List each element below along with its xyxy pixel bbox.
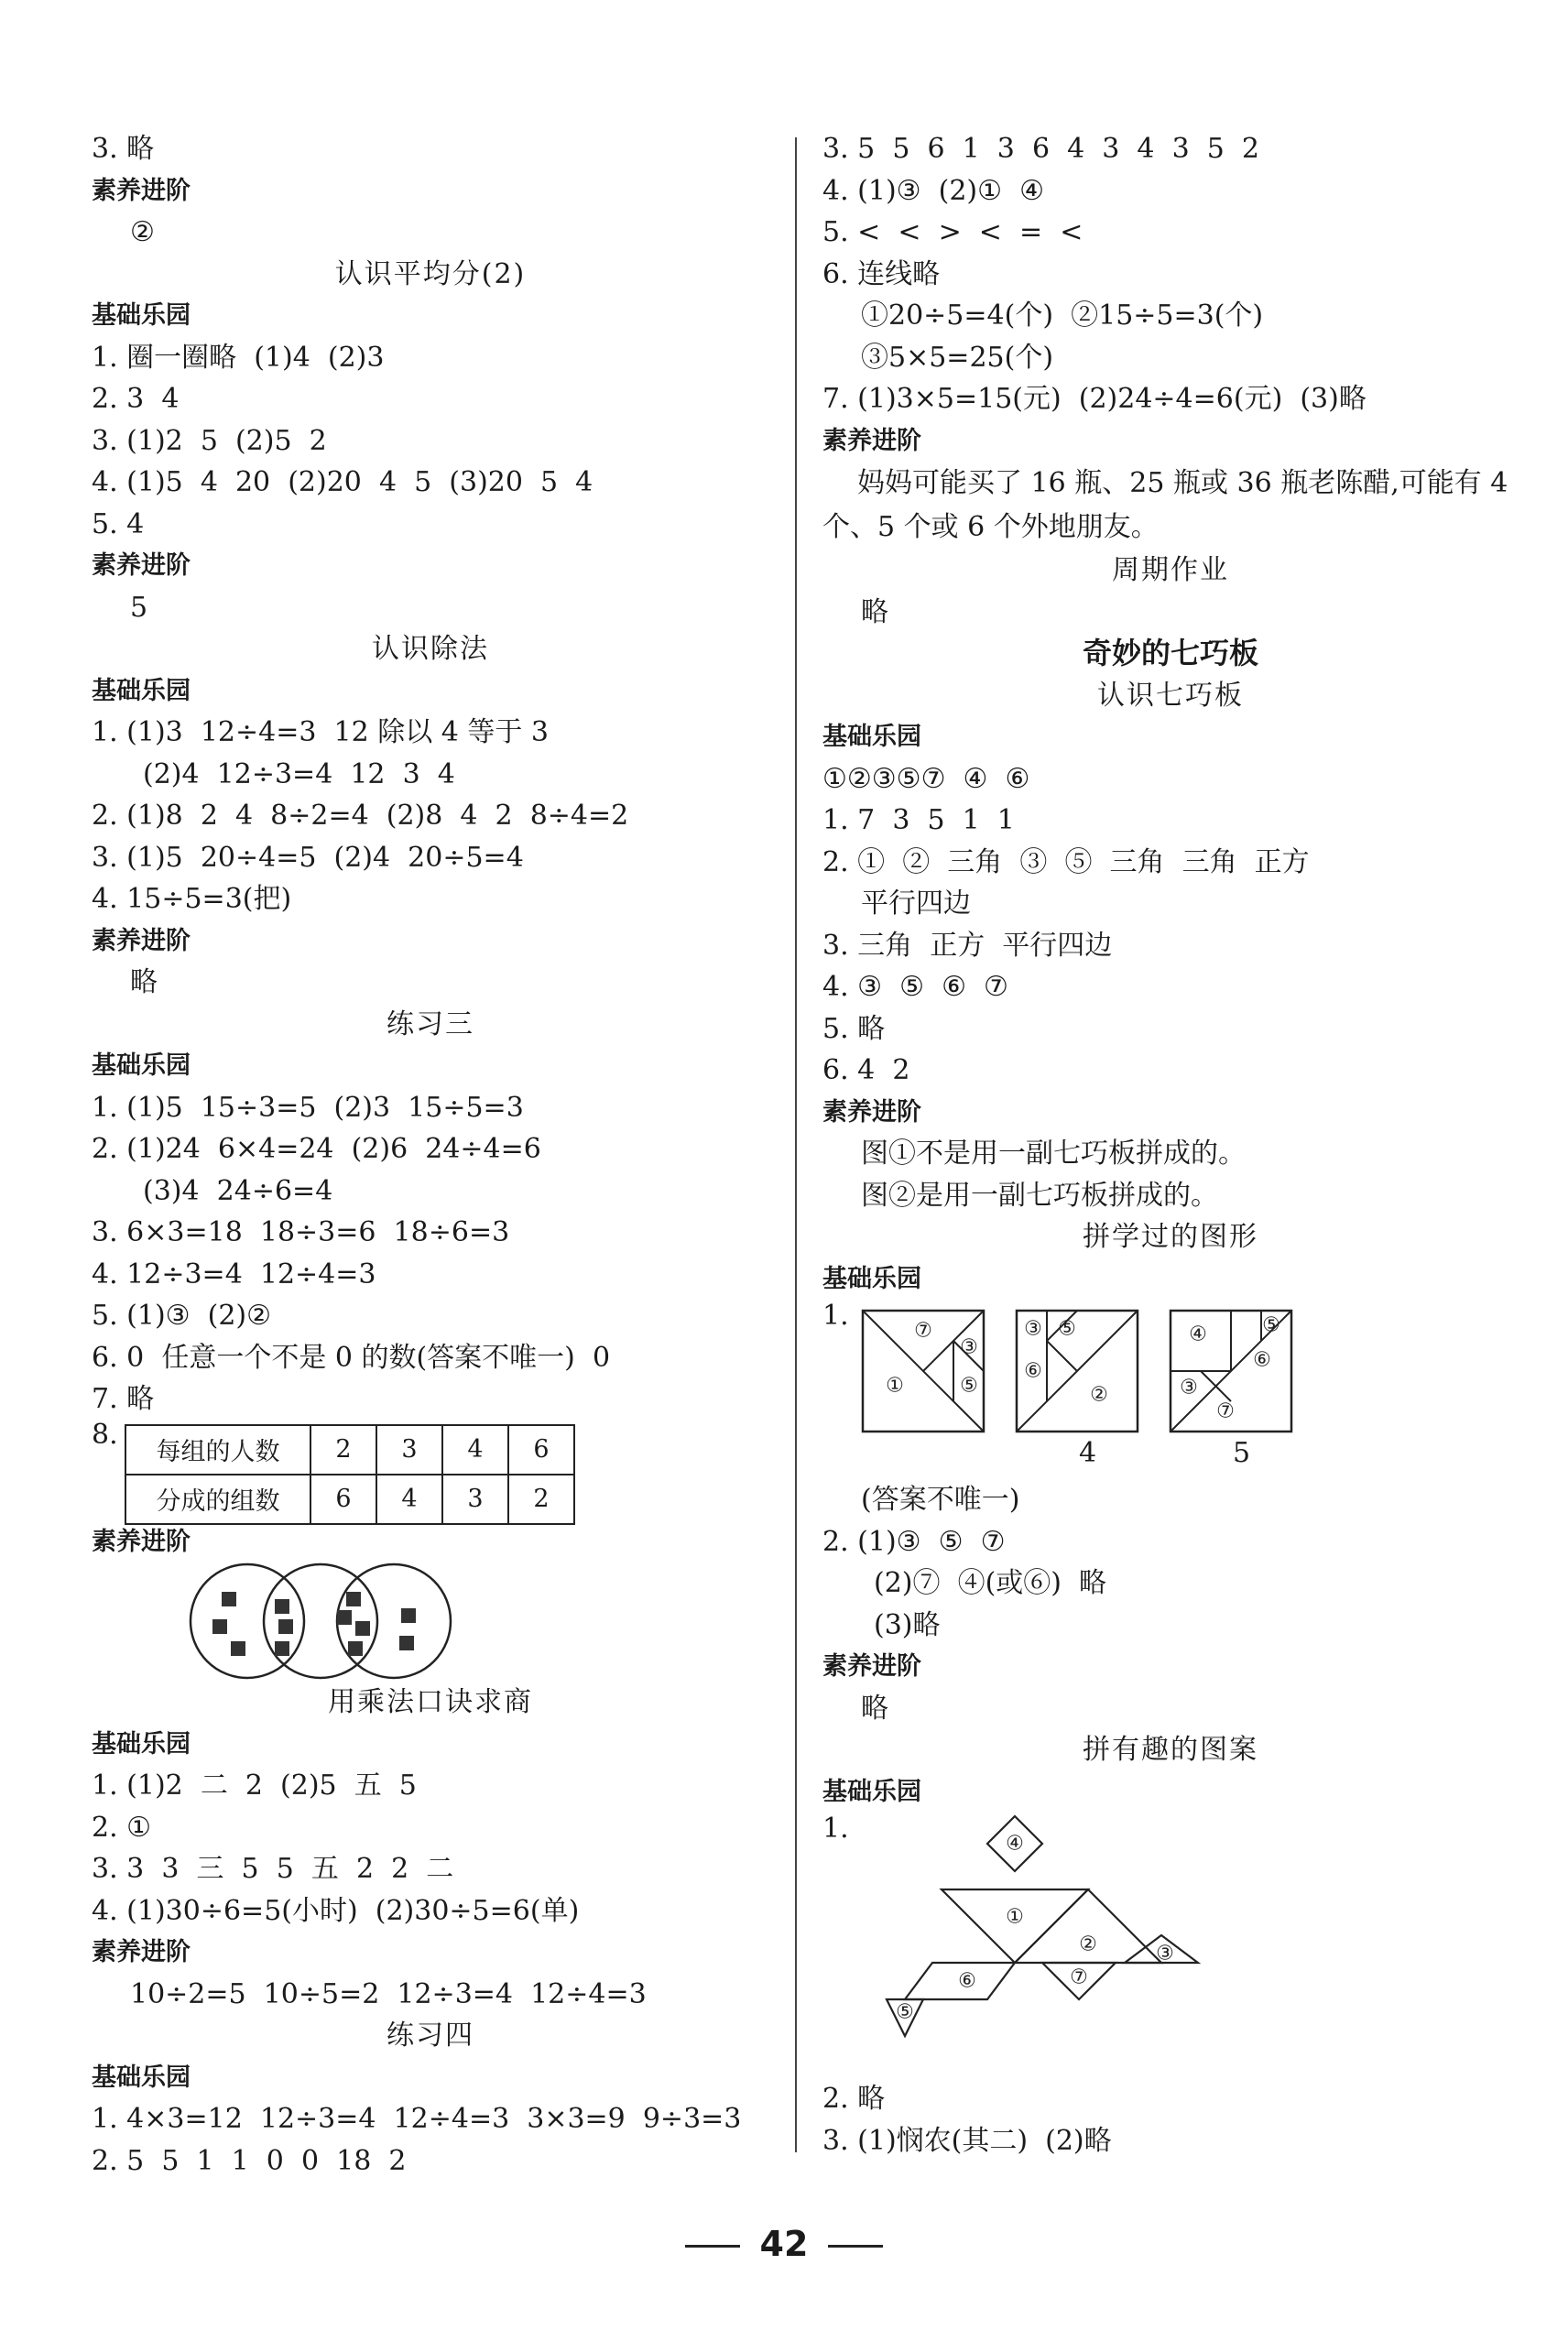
square-mark [401,1608,416,1623]
answer-line: 10÷2=5 10÷5=2 12÷3=4 12÷4=3 [130,1977,647,2010]
table-cell: 3 [442,1475,508,1524]
dash-right [828,2245,883,2248]
answer-line: 1. 7 3 5 1 1 [822,804,1015,836]
answer-line: 图①不是用一副七巧板拼成的。 [861,1138,1246,1170]
section-label: 基础乐园 [822,1777,921,1806]
square-mark [355,1621,370,1636]
answer-line: 2. (1)24 6×4=24 (2)6 24÷4=6 [92,1133,541,1165]
section-heading: 认识除法 [372,633,489,665]
answer-line: 1. 圈一圈略 (1)4 (2)3 [92,341,385,374]
square-mark [346,1592,361,1606]
tangram-figure-svg [850,1813,1235,2076]
table-cell: 6 [508,1425,574,1475]
section-heading: 练习三 [387,1007,474,1040]
answer-line: 6. 连线略 [822,257,941,290]
answer-line: ③5×5=25(个) [861,341,1054,374]
answer-line: 5. (1)③ (2)② [92,1300,272,1332]
section-label: 素养进阶 [92,926,191,955]
page-number [0,2224,1568,2264]
square-mark [231,1641,245,1656]
tangram-square-2 [1017,1311,1138,1432]
item-number: 8. [92,1418,118,1451]
cut-line [1047,1341,1077,1371]
answer-line: (2)4 12÷3=4 12 3 4 [143,757,455,790]
item-number: 1. [822,1300,849,1332]
table-row [125,1425,574,1475]
piece-label: ② [1079,1933,1097,1956]
left-column [92,128,769,2182]
table-cell: 每组的人数 [125,1425,310,1475]
square-mark [212,1619,227,1634]
piece-label: ⑦ [1070,1965,1088,1989]
tangram-squares-svg [861,1309,1337,1444]
caption-square-2: 4 [1079,1437,1097,1469]
piece-label: ⑥ [958,1969,976,1993]
answer-line: 2. (1)8 2 4 8÷2=4 (2)8 4 2 8÷4=2 [92,800,629,832]
table-cell: 2 [310,1425,376,1475]
piece-label: ⑥ [1024,1359,1042,1383]
square-mark [222,1592,236,1606]
answer-line: 5. 略 [822,1012,886,1045]
answer-paragraph: 妈妈可能买了 16 瓶、25 瓶或 36 瓶老陈醋,可能有 4 个、5 个或 6 个外地朋友。 [822,467,1508,543]
square-mark [275,1641,289,1656]
square-mark [399,1636,414,1650]
tangram-square-1 [863,1311,984,1432]
piece-label: ⑥ [1253,1348,1271,1372]
answer-line: 2. 3 4 [92,383,180,415]
answer-line: 7. (1)3×5=15(元) (2)24÷4=6(元) (3)略 [822,383,1367,415]
item-number: 1. [822,1813,849,1845]
section-heading: 练习四 [387,2020,474,2052]
answer-line: 7. 略 [92,1383,155,1415]
answer-line: 略 [861,595,888,628]
venn-svg [183,1562,458,1680]
section-label: 素养进阶 [822,426,921,455]
answer-line: (答案不唯一) [861,1484,1020,1516]
answer-line: 2. ① [92,1811,152,1844]
square-mark [348,1641,363,1656]
piece-label: ① [1006,1905,1024,1929]
answer-line: ② [130,216,155,248]
section-heading: 用乘法口诀求商 [328,1686,533,1718]
right-column [822,128,1519,2161]
answer-line: 4. 15÷5=3(把) [92,883,292,915]
answer-line: 4. 12÷3=4 12÷4=3 [92,1258,376,1290]
piece-label: ③ [960,1335,978,1359]
table-row [125,1475,574,1524]
section-label: 基础乐园 [822,723,921,751]
answer-line: 2. ① ② 三角 ③ ⑤ 三角 三角 正方 [822,845,1310,878]
answer-line: 2. (1)③ ⑤ ⑦ [822,1525,1006,1558]
answer-line: 4. (1)5 4 20 (2)20 4 5 (3)20 5 4 [92,466,593,498]
section-heading: 周期作业 [1112,554,1229,586]
piece-label: ⑤ [960,1374,978,1398]
venn-circle [337,1564,451,1678]
piece-label: ⑦ [1216,1399,1235,1423]
dash-left [685,2245,740,2248]
answer-line: ①②③⑤⑦ ④ ⑥ [822,762,1030,795]
answer-line: 1. (1)2 二 2 (2)5 五 5 [92,1769,417,1802]
section-label: 基础乐园 [822,1264,921,1293]
table-cell: 6 [310,1475,376,1524]
answer-line: 3. 3 3 三 5 5 五 2 2 二 [92,1853,454,1885]
answer-table [125,1424,575,1525]
piece-label: ⑤ [896,2000,914,2024]
answer-line: 2. 略 [822,2083,886,2115]
piece-label: ⑤ [1262,1313,1280,1337]
section-heading: 认识平均分(2) [334,257,527,290]
answer-line: 5. 4 [92,507,145,540]
answer-line: 3. (1)2 5 (2)5 2 [92,424,327,457]
tangram-captions [822,1437,1519,1479]
piece-label: ③ [1156,1942,1174,1965]
square-mark [278,1619,293,1634]
table-cell: 4 [376,1475,442,1524]
answer-line: 1. 4×3=12 12÷3=4 12÷4=3 3×3=9 9÷3=3 [92,2103,742,2135]
column-divider [795,137,797,2152]
section-label: 素养进阶 [92,1527,191,1556]
answer-line: (3)4 24÷6=4 [143,1174,333,1207]
answer-line: 6. 0 任意一个不是 0 的数(答案不唯一) 0 [92,1341,611,1374]
piece-label: ② [1090,1383,1108,1407]
answer-line: 3. 5 5 6 1 3 6 4 3 4 3 5 2 [822,133,1259,165]
answer-line: (3)略 [874,1608,941,1641]
answer-line: 3. 略 [92,133,155,165]
table-cell: 3 [376,1425,442,1475]
answer-line: ①20÷5=4(个) ②15÷5=3(个) [861,299,1264,332]
section-heading: 拼有趣的图案 [1083,1734,1258,1766]
tangram-squares-block [822,1300,1519,1479]
answer-line: 5 [130,591,148,624]
answer-line: 2. 5 5 1 1 0 0 18 2 [92,2144,407,2177]
square-mark [275,1599,289,1614]
piece-label: ⑦ [914,1319,932,1343]
answer-line: 平行四边 [861,887,971,920]
answer-line: 3. 三角 正方 平行四边 [822,929,1113,962]
answer-line: 3. (1)悯农(其二) (2)略 [822,2124,1112,2157]
section-label: 基础乐园 [92,301,191,330]
answer-line: 1. (1)5 15÷3=5 (2)3 15÷5=3 [92,1091,524,1124]
tangram-square-3 [1171,1311,1291,1432]
answer-line: 4. (1)③ (2)① ④ [822,174,1044,207]
tangram-figure-row [822,1813,1519,2078]
caption-square-3: 5 [1233,1437,1251,1469]
table-cell: 2 [508,1475,574,1524]
answer-line: 略 [861,1692,888,1725]
answer-line: 4. (1)30÷6=5(小时) (2)30÷5=6(单) [92,1894,580,1927]
section-label: 素养进阶 [92,551,191,580]
piece-label: ③ [1024,1317,1042,1341]
answer-line: 5. < < > < = < [822,216,1083,248]
section-label: 基础乐园 [92,1729,191,1758]
section-heading: 拼学过的图形 [1083,1221,1258,1253]
piece-label: ① [886,1374,904,1398]
piece-label: ⑤ [1058,1317,1076,1341]
answer-line: 6. 4 2 [822,1054,910,1086]
section-label: 素养进阶 [822,1652,921,1681]
piece-label: ③ [1180,1376,1198,1399]
answer-line: (2)⑦ ④(或⑥) 略 [874,1567,1107,1599]
square-mark [337,1610,352,1625]
answer-table-row [92,1418,769,1521]
answer-line: 1. (1)3 12÷4=3 12 除以 4 等于 3 [92,716,549,748]
answer-line: 4. ③ ⑤ ⑥ ⑦ [822,971,1008,1003]
piece-label: ④ [1006,1832,1024,1856]
section-label: 素养进阶 [822,1097,921,1127]
section-label: 素养进阶 [92,176,191,205]
page-number-text: 42 [759,2224,809,2264]
answer-line: 3. (1)5 20÷4=5 (2)4 20÷5=4 [92,841,524,874]
answer-line: 图②是用一副七巧板拼成的。 [861,1179,1218,1212]
section-label: 基础乐园 [92,676,191,705]
section-heading: 认识七巧板 [1097,679,1244,712]
section-label: 素养进阶 [92,1938,191,1966]
table-cell: 4 [442,1425,508,1475]
answer-line: 3. 6×3=18 18÷3=6 18÷6=3 [92,1216,510,1248]
answer-line: 略 [130,966,158,998]
section-label: 基础乐园 [92,1051,191,1080]
venn-diagram [183,1562,769,1682]
unit-heading: 奇妙的七巧板 [1082,636,1258,670]
tangram-squares-row [822,1300,1519,1437]
table-cell: 分成的组数 [125,1475,310,1524]
section-label: 基础乐园 [92,2063,191,2092]
piece-label: ④ [1189,1323,1207,1346]
